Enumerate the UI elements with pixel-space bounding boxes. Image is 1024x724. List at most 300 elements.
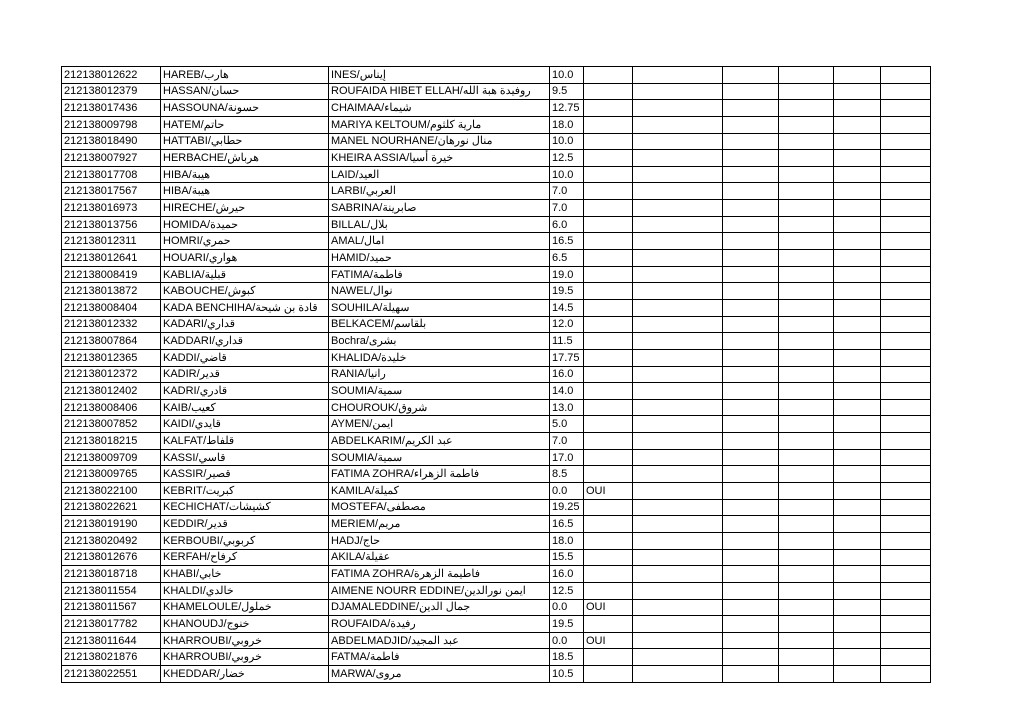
- grade-cell: 18.5: [550, 649, 584, 666]
- first-name-cell: KAMILA/كميلة: [329, 483, 550, 500]
- table-row: [62, 166, 931, 183]
- absent-flag-cell: [584, 532, 633, 549]
- empty-cell: [723, 449, 779, 466]
- empty-cell: [723, 116, 779, 133]
- last-name-cell: HOMRI/حمري: [161, 233, 329, 250]
- empty-cell: [723, 649, 779, 666]
- absent-flag-cell: [584, 366, 633, 383]
- empty-cell: [881, 449, 931, 466]
- table-row: [62, 150, 931, 167]
- empty-cell: [633, 299, 723, 316]
- empty-cell: [834, 483, 881, 500]
- table-row: [62, 333, 931, 350]
- results-table-container: [61, 66, 931, 683]
- empty-cell: [723, 166, 779, 183]
- table-row: [62, 283, 931, 300]
- table-row: [62, 83, 931, 100]
- empty-cell: [633, 516, 723, 533]
- last-name-cell: HOUARI/هواري: [161, 250, 329, 267]
- first-name-cell: BILLAL/بلال: [329, 216, 550, 233]
- grade-cell: 18.0: [550, 532, 584, 549]
- empty-cell: [633, 116, 723, 133]
- first-name-cell: FATIMA/فاطمة: [329, 266, 550, 283]
- empty-cell: [881, 566, 931, 583]
- student-id-cell: 212138009765: [62, 466, 161, 483]
- absent-flag-cell: [584, 316, 633, 333]
- table-row: [62, 349, 931, 366]
- student-id-cell: 212138008406: [62, 399, 161, 416]
- empty-cell: [633, 133, 723, 150]
- absent-flag-cell: [584, 549, 633, 566]
- last-name-cell: KADDI/قاضي: [161, 349, 329, 366]
- empty-cell: [881, 366, 931, 383]
- empty-cell: [779, 299, 834, 316]
- table-row: [62, 266, 931, 283]
- absent-flag-cell: [584, 83, 633, 100]
- student-id-cell: 212138009798: [62, 116, 161, 133]
- absent-flag-cell: [584, 233, 633, 250]
- empty-cell: [834, 582, 881, 599]
- student-id-cell: 212138018490: [62, 133, 161, 150]
- absent-flag-cell: [584, 566, 633, 583]
- first-name-cell: LARBI/العربي: [329, 183, 550, 200]
- absent-flag-cell: [584, 266, 633, 283]
- last-name-cell: KADDARI/قداري: [161, 333, 329, 350]
- last-name-cell: KECHICHAT/كشيشات: [161, 499, 329, 516]
- last-name-cell: KADARI/قداري: [161, 316, 329, 333]
- empty-cell: [834, 433, 881, 450]
- first-name-cell: ROUFAIDA/رفيدة: [329, 616, 550, 633]
- empty-cell: [633, 466, 723, 483]
- empty-cell: [633, 399, 723, 416]
- empty-cell: [779, 499, 834, 516]
- first-name-cell: INES/إيناس: [329, 67, 550, 84]
- grade-cell: 16.0: [550, 566, 584, 583]
- empty-cell: [881, 266, 931, 283]
- empty-cell: [881, 250, 931, 267]
- empty-cell: [834, 532, 881, 549]
- empty-cell: [881, 483, 931, 500]
- absent-flag-cell: [584, 433, 633, 450]
- grade-cell: 12.5: [550, 582, 584, 599]
- empty-cell: [779, 383, 834, 400]
- first-name-cell: MARWA/مروى: [329, 666, 550, 683]
- student-id-cell: 212138007852: [62, 416, 161, 433]
- last-name-cell: KHEDDAR/خضار: [161, 666, 329, 683]
- empty-cell: [723, 183, 779, 200]
- empty-cell: [633, 67, 723, 84]
- grade-cell: 17.75: [550, 349, 584, 366]
- last-name-cell: KHARROUBI/خروبي: [161, 649, 329, 666]
- empty-cell: [881, 150, 931, 167]
- grade-cell: 14.0: [550, 383, 584, 400]
- grade-cell: 10.0: [550, 133, 584, 150]
- table-row: [62, 582, 931, 599]
- last-name-cell: KHANOUDJ/خنوج: [161, 616, 329, 633]
- first-name-cell: CHOUROUK/شروق: [329, 399, 550, 416]
- last-name-cell: KABLIA/قبلية: [161, 266, 329, 283]
- student-id-cell: 212138008419: [62, 266, 161, 283]
- empty-cell: [633, 566, 723, 583]
- table-row: [62, 200, 931, 217]
- table-row: [62, 632, 931, 649]
- empty-cell: [633, 83, 723, 100]
- empty-cell: [779, 616, 834, 633]
- empty-cell: [633, 499, 723, 516]
- grade-cell: 12.0: [550, 316, 584, 333]
- results-table-body: [62, 67, 931, 683]
- grade-cell: 7.0: [550, 200, 584, 217]
- empty-cell: [881, 283, 931, 300]
- empty-cell: [723, 83, 779, 100]
- empty-cell: [834, 632, 881, 649]
- empty-cell: [633, 599, 723, 616]
- grade-cell: 15.5: [550, 549, 584, 566]
- table-row: [62, 416, 931, 433]
- student-id-cell: 212138011554: [62, 582, 161, 599]
- empty-cell: [723, 599, 779, 616]
- grade-cell: 11.5: [550, 333, 584, 350]
- empty-cell: [723, 266, 779, 283]
- empty-cell: [881, 100, 931, 117]
- student-id-cell: 212138021876: [62, 649, 161, 666]
- empty-cell: [723, 100, 779, 117]
- table-row: [62, 233, 931, 250]
- first-name-cell: SOUMIA/سمية: [329, 383, 550, 400]
- first-name-cell: AKILA/عقيلة: [329, 549, 550, 566]
- grade-cell: 18.0: [550, 116, 584, 133]
- empty-cell: [723, 250, 779, 267]
- student-id-cell: 212138012622: [62, 67, 161, 84]
- empty-cell: [779, 566, 834, 583]
- empty-cell: [881, 67, 931, 84]
- empty-cell: [633, 449, 723, 466]
- last-name-cell: HATEM/حاتم: [161, 116, 329, 133]
- empty-cell: [779, 250, 834, 267]
- empty-cell: [779, 266, 834, 283]
- table-row: [62, 499, 931, 516]
- absent-flag-cell: [584, 383, 633, 400]
- empty-cell: [633, 616, 723, 633]
- last-name-cell: KERFAH/كرفاح: [161, 549, 329, 566]
- empty-cell: [881, 433, 931, 450]
- empty-cell: [779, 83, 834, 100]
- first-name-cell: KHEIRA ASSIA/خيرة أسيا: [329, 150, 550, 167]
- first-name-cell: FATIMA ZOHRA/فاطيمة الزهرة: [329, 566, 550, 583]
- table-row: [62, 383, 931, 400]
- student-id-cell: 212138013872: [62, 283, 161, 300]
- absent-flag-cell: [584, 349, 633, 366]
- absent-flag-cell: [584, 100, 633, 117]
- first-name-cell: HADJ/حاج: [329, 532, 550, 549]
- last-name-cell: KASSI/قاسي: [161, 449, 329, 466]
- absent-flag-cell: [584, 67, 633, 84]
- empty-cell: [834, 499, 881, 516]
- table-row: [62, 666, 931, 683]
- first-name-cell: CHAIMAA/شيماء: [329, 100, 550, 117]
- last-name-cell: KADIR/قدير: [161, 366, 329, 383]
- empty-cell: [779, 100, 834, 117]
- last-name-cell: HOMIDA/حميدة: [161, 216, 329, 233]
- empty-cell: [723, 582, 779, 599]
- empty-cell: [723, 383, 779, 400]
- empty-cell: [633, 666, 723, 683]
- empty-cell: [834, 233, 881, 250]
- first-name-cell: AMAL/امال: [329, 233, 550, 250]
- absent-flag-cell: [584, 216, 633, 233]
- absent-flag-cell: [584, 250, 633, 267]
- student-id-cell: 212138008404: [62, 299, 161, 316]
- first-name-cell: FATIMA ZOHRA/فاطمة الزهراء: [329, 466, 550, 483]
- absent-flag-cell: [584, 200, 633, 217]
- empty-cell: [723, 532, 779, 549]
- empty-cell: [834, 649, 881, 666]
- empty-cell: [834, 466, 881, 483]
- student-id-cell: 212138012379: [62, 83, 161, 100]
- empty-cell: [723, 216, 779, 233]
- last-name-cell: HASSOUNA/حسونة: [161, 100, 329, 117]
- empty-cell: [834, 250, 881, 267]
- absent-flag-cell: [584, 299, 633, 316]
- empty-cell: [779, 532, 834, 549]
- table-row: [62, 599, 931, 616]
- empty-cell: [633, 266, 723, 283]
- empty-cell: [723, 233, 779, 250]
- empty-cell: [881, 649, 931, 666]
- grade-cell: 7.0: [550, 183, 584, 200]
- absent-flag-cell: [584, 333, 633, 350]
- empty-cell: [723, 549, 779, 566]
- student-id-cell: 212138009709: [62, 449, 161, 466]
- empty-cell: [834, 449, 881, 466]
- empty-cell: [779, 433, 834, 450]
- student-id-cell: 212138019190: [62, 516, 161, 533]
- absent-flag-cell: OUI: [584, 632, 633, 649]
- first-name-cell: SOUMIA/سمية: [329, 449, 550, 466]
- empty-cell: [633, 349, 723, 366]
- last-name-cell: KEBRIT/كبريت: [161, 483, 329, 500]
- empty-cell: [723, 67, 779, 84]
- student-id-cell: 212138017436: [62, 100, 161, 117]
- empty-cell: [633, 532, 723, 549]
- empty-cell: [881, 666, 931, 683]
- absent-flag-cell: [584, 133, 633, 150]
- grade-cell: 0.0: [550, 483, 584, 500]
- grade-cell: 19.5: [550, 616, 584, 633]
- grade-cell: 19.25: [550, 499, 584, 516]
- empty-cell: [633, 250, 723, 267]
- empty-cell: [834, 200, 881, 217]
- empty-cell: [633, 100, 723, 117]
- table-row: [62, 100, 931, 117]
- empty-cell: [723, 150, 779, 167]
- absent-flag-cell: [584, 582, 633, 599]
- student-id-cell: 212138011644: [62, 632, 161, 649]
- empty-cell: [633, 333, 723, 350]
- empty-cell: [881, 399, 931, 416]
- empty-cell: [723, 499, 779, 516]
- absent-flag-cell: [584, 466, 633, 483]
- empty-cell: [633, 549, 723, 566]
- table-row: [62, 116, 931, 133]
- absent-flag-cell: [584, 150, 633, 167]
- empty-cell: [779, 666, 834, 683]
- first-name-cell: AIMENE NOURR EDDINE/ايمن نورالدين: [329, 582, 550, 599]
- last-name-cell: HIBA/هيبة: [161, 166, 329, 183]
- empty-cell: [723, 466, 779, 483]
- empty-cell: [881, 216, 931, 233]
- empty-cell: [633, 316, 723, 333]
- absent-flag-cell: OUI: [584, 483, 633, 500]
- student-id-cell: 212138016973: [62, 200, 161, 217]
- first-name-cell: MANEL NOURHANE/منال نورهان: [329, 133, 550, 150]
- absent-flag-cell: [584, 183, 633, 200]
- grade-cell: 12.5: [550, 150, 584, 167]
- last-name-cell: HATTABI/حطابي: [161, 133, 329, 150]
- student-id-cell: 212138022621: [62, 499, 161, 516]
- empty-cell: [881, 616, 931, 633]
- empty-cell: [779, 316, 834, 333]
- grade-cell: 16.0: [550, 366, 584, 383]
- empty-cell: [723, 616, 779, 633]
- first-name-cell: SABRINA/صابرينة: [329, 200, 550, 217]
- first-name-cell: NAWEL/نوال: [329, 283, 550, 300]
- empty-cell: [834, 283, 881, 300]
- first-name-cell: ABDELKARIM/عبد الكريم: [329, 433, 550, 450]
- empty-cell: [834, 216, 881, 233]
- table-row: [62, 216, 931, 233]
- empty-cell: [881, 116, 931, 133]
- empty-cell: [779, 150, 834, 167]
- last-name-cell: KHARROUBI/خروبي: [161, 632, 329, 649]
- last-name-cell: HASSAN/حسان: [161, 83, 329, 100]
- last-name-cell: KEDDIR/قدير: [161, 516, 329, 533]
- table-row: [62, 299, 931, 316]
- empty-cell: [834, 333, 881, 350]
- first-name-cell: DJAMALEDDINE/جمال الدين: [329, 599, 550, 616]
- empty-cell: [633, 183, 723, 200]
- empty-cell: [881, 183, 931, 200]
- table-row: [62, 67, 931, 84]
- grade-cell: 0.0: [550, 599, 584, 616]
- table-row: [62, 449, 931, 466]
- empty-cell: [834, 266, 881, 283]
- absent-flag-cell: [584, 166, 633, 183]
- empty-cell: [881, 599, 931, 616]
- student-id-cell: 212138012332: [62, 316, 161, 333]
- empty-cell: [723, 416, 779, 433]
- last-name-cell: KABOUCHE/كبوش: [161, 283, 329, 300]
- student-id-cell: 212138012641: [62, 250, 161, 267]
- empty-cell: [779, 333, 834, 350]
- empty-cell: [779, 216, 834, 233]
- empty-cell: [881, 416, 931, 433]
- first-name-cell: ABDELMADJID/عبد المجيد: [329, 632, 550, 649]
- first-name-cell: MARIYA KELTOUM/مارية كلثوم: [329, 116, 550, 133]
- first-name-cell: KHALIDA/خليدة: [329, 349, 550, 366]
- empty-cell: [881, 549, 931, 566]
- empty-cell: [723, 333, 779, 350]
- empty-cell: [779, 466, 834, 483]
- empty-cell: [633, 416, 723, 433]
- grade-cell: 13.0: [550, 399, 584, 416]
- last-name-cell: KALFAT/قلفاط: [161, 433, 329, 450]
- first-name-cell: LAID/العيد: [329, 166, 550, 183]
- table-row: [62, 549, 931, 566]
- student-id-cell: 212138012372: [62, 366, 161, 383]
- grade-cell: 16.5: [550, 233, 584, 250]
- empty-cell: [779, 183, 834, 200]
- table-row: [62, 516, 931, 533]
- table-row: [62, 399, 931, 416]
- empty-cell: [881, 383, 931, 400]
- empty-cell: [633, 200, 723, 217]
- empty-cell: [779, 399, 834, 416]
- empty-cell: [723, 133, 779, 150]
- empty-cell: [633, 233, 723, 250]
- first-name-cell: MERIEM/مريم: [329, 516, 550, 533]
- empty-cell: [834, 83, 881, 100]
- table-row: [62, 316, 931, 333]
- student-id-cell: 212138007864: [62, 333, 161, 350]
- table-row: [62, 566, 931, 583]
- first-name-cell: RANIA/رانيا: [329, 366, 550, 383]
- empty-cell: [881, 516, 931, 533]
- grade-cell: 10.0: [550, 166, 584, 183]
- empty-cell: [779, 416, 834, 433]
- first-name-cell: AYMEN/ايمن: [329, 416, 550, 433]
- last-name-cell: HERBACHE/هرباش: [161, 150, 329, 167]
- table-row: [62, 133, 931, 150]
- empty-cell: [834, 349, 881, 366]
- last-name-cell: KERBOUBI/كربوبي: [161, 532, 329, 549]
- empty-cell: [881, 299, 931, 316]
- table-row: [62, 366, 931, 383]
- empty-cell: [779, 166, 834, 183]
- empty-cell: [723, 399, 779, 416]
- student-id-cell: 212138012402: [62, 383, 161, 400]
- empty-cell: [633, 216, 723, 233]
- first-name-cell: SOUHILA/سهيلة: [329, 299, 550, 316]
- student-id-cell: 212138012365: [62, 349, 161, 366]
- empty-cell: [723, 349, 779, 366]
- empty-cell: [779, 599, 834, 616]
- empty-cell: [779, 516, 834, 533]
- absent-flag-cell: [584, 499, 633, 516]
- empty-cell: [723, 566, 779, 583]
- empty-cell: [881, 582, 931, 599]
- last-name-cell: HAREB/هارب: [161, 67, 329, 84]
- empty-cell: [779, 233, 834, 250]
- empty-cell: [633, 283, 723, 300]
- absent-flag-cell: OUI: [584, 599, 633, 616]
- student-id-cell: 212138020492: [62, 532, 161, 549]
- empty-cell: [779, 649, 834, 666]
- empty-cell: [723, 516, 779, 533]
- empty-cell: [779, 133, 834, 150]
- empty-cell: [779, 632, 834, 649]
- empty-cell: [834, 133, 881, 150]
- grade-cell: 5.0: [550, 416, 584, 433]
- empty-cell: [633, 366, 723, 383]
- empty-cell: [779, 449, 834, 466]
- empty-cell: [723, 632, 779, 649]
- table-row: [62, 433, 931, 450]
- absent-flag-cell: [584, 116, 633, 133]
- student-id-cell: 212138017708: [62, 166, 161, 183]
- table-row: [62, 183, 931, 200]
- grade-cell: 16.5: [550, 516, 584, 533]
